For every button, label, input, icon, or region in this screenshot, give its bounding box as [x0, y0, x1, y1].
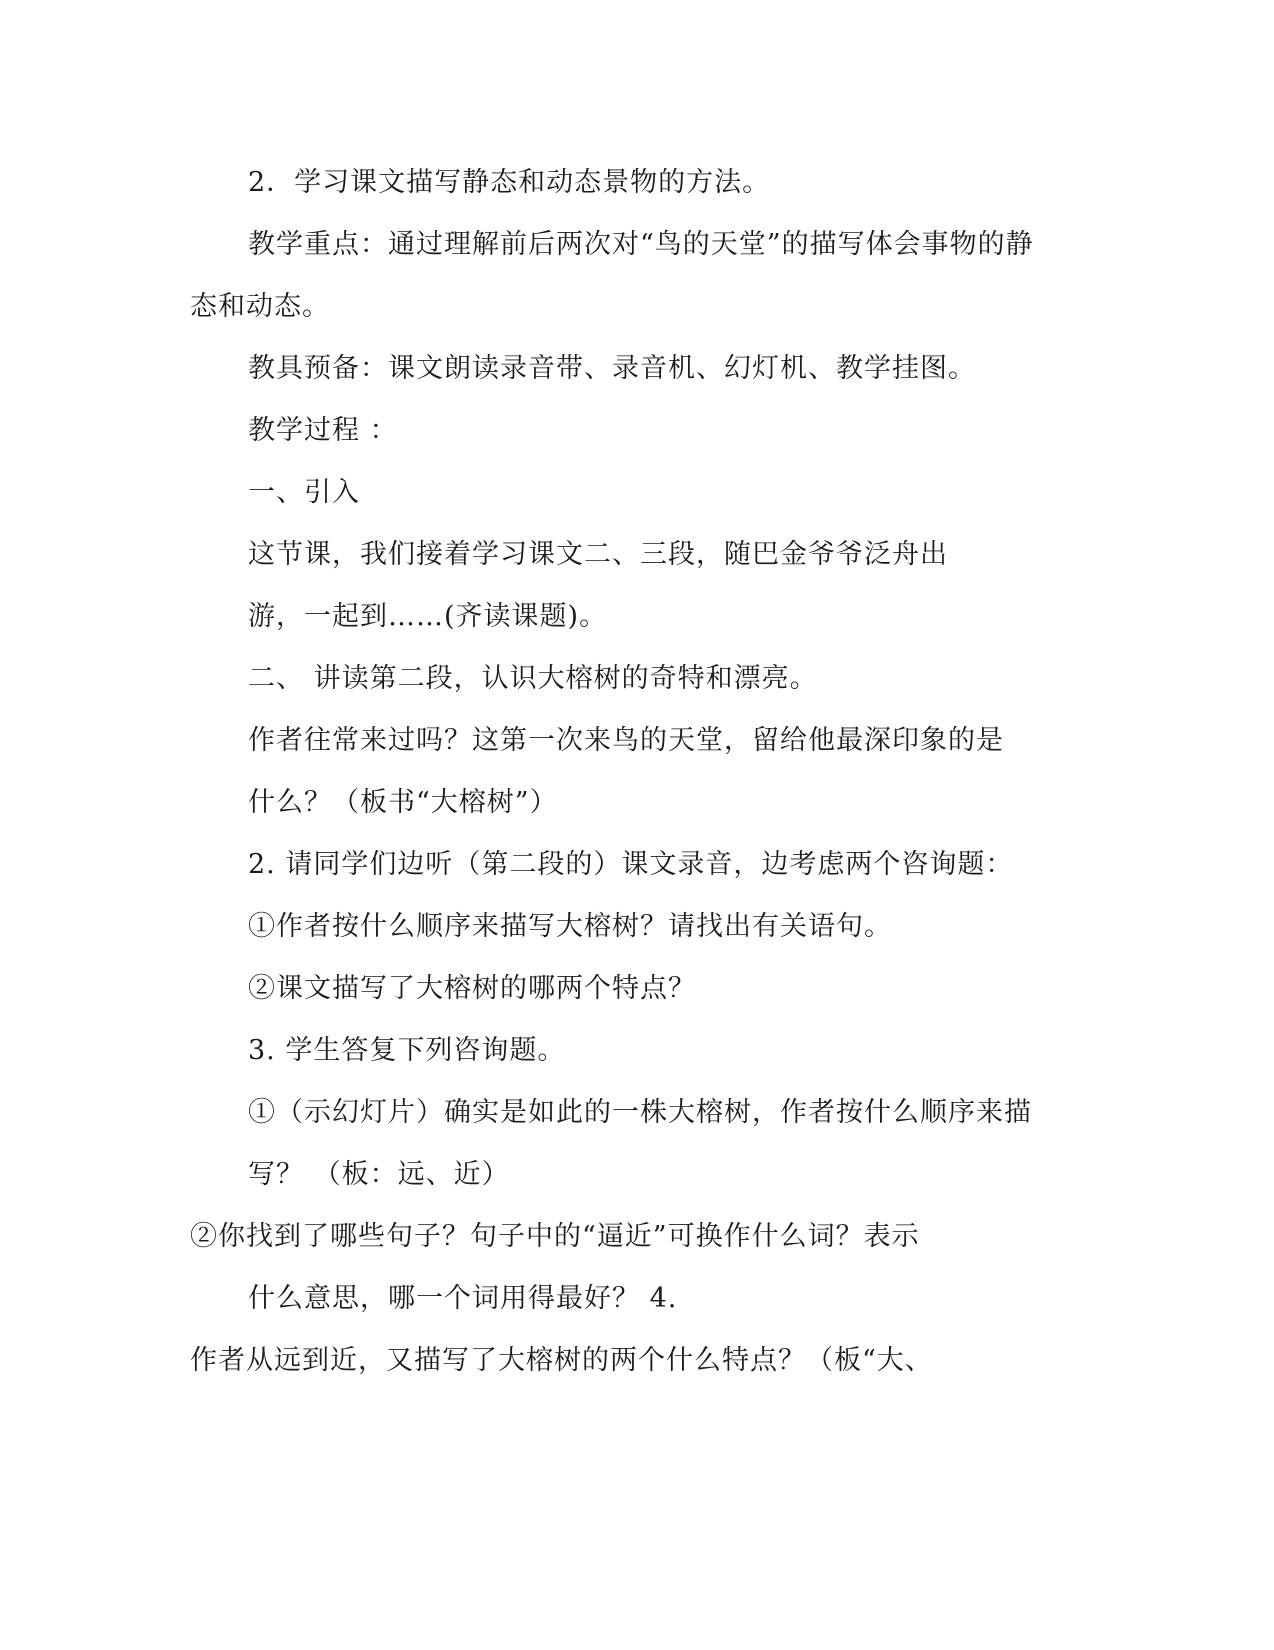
text-line: 2. 请同学们边听（第二段的）课文录音，边考虑两个咨询题：: [248, 849, 1014, 880]
text-line: 什么？（板书“大榕树”）: [248, 787, 558, 818]
text-line: ①作者按什么顺序来描写大榕树？请找出有关语句。: [248, 911, 892, 942]
text-line: ①（示幻灯片）确实是如此的一株大榕树，作者按什么顺序来描: [248, 1097, 1032, 1128]
text-line: 3. 学生答复下列咨询题。: [248, 1035, 566, 1066]
text-line: 二、 讲读第二段，认识大榕树的奇特和漂亮。: [248, 663, 818, 694]
text-line: 一、引入: [248, 477, 360, 508]
text-line: 教学重点：通过理解前后两次对“鸟的天堂”的描写体会事物的静: [248, 229, 1034, 260]
text-line: 什么意思，哪一个词用得最好？ 4.: [248, 1283, 678, 1314]
text-line: ②课文描写了大榕树的哪两个特点？: [248, 973, 696, 1004]
text-line: ②你找到了哪些句子？句子中的“逼近”可换作什么词？表示: [190, 1221, 920, 1252]
text-line: 教学过程 ：: [248, 415, 398, 446]
text-line: 教具预备：课文朗读录音带、录音机、幻灯机、教学挂图。: [248, 353, 976, 384]
text-line: 2．学习课文描写静态和动态景物的方法。: [248, 167, 771, 198]
text-line: 作者往常来过吗？这第一次来鸟的天堂，留给他最深印象的是: [248, 725, 1004, 756]
text-line: 游，一起到……(齐读课题)。: [248, 601, 608, 632]
text-line: 这节课，我们接着学习课文二、三段，随巴金爷爷泛舟出: [248, 539, 948, 570]
text-line: 作者从远到近，又描写了大榕树的两个什么特点？（板“大、: [190, 1345, 933, 1376]
text-line: 态和动态。: [190, 291, 330, 322]
text-line: 写？ （板：远、近）: [248, 1159, 510, 1190]
